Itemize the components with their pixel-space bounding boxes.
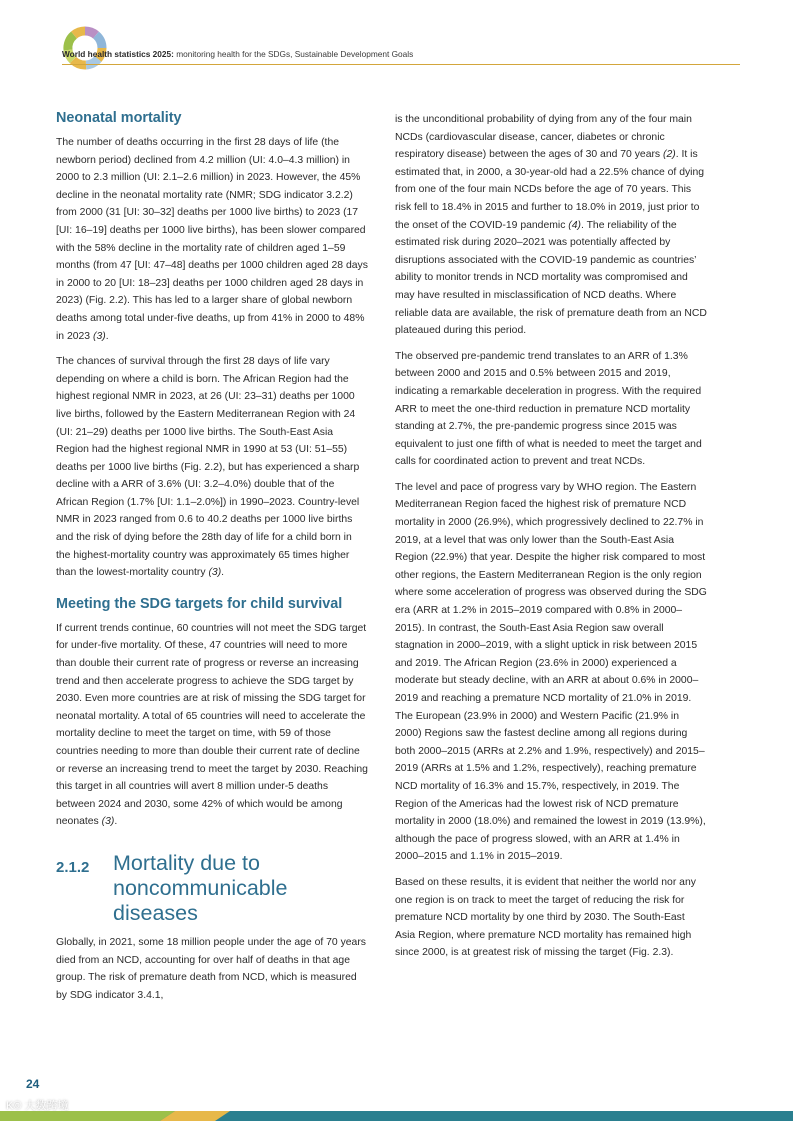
header-rule: [62, 64, 740, 65]
ncd-paragraph-3: The observed pre-pandemic trend translates to an ARR of 1.3% between 2000 and 2015 and 0.5% between 2015 and 2019, indicating a remarkable deceleration in progress. With the required ARR to meet the one-third reduction in premature NCD mortality standing at 2.7%, the pre-pandemic progress since 2015 was equivalent to just one fifth of what is needed to meet the target and calls for coordinated action to prevent and treat NCDs.: [395, 350, 702, 468]
sdg-paragraph-1: If current trends continue, 60 countries will not meet the SDG target for under-five mortality. Of these, 47 countries will need to more than double their current rate of progress or reverse an increasing trend and then accelerate progress to achieve the SDG target by 2030. Even more countries are at risk of missing the SDG target for neonatal mortality. A total of 65 countries will need to accelerate the mortality decline to meet the target on time, with 59 of those countries needing to more than double their current rate of decline or reverse an increasing trend to meet the target by 2030. Reaching this target in all countries will avert 8 million under-5 deaths between 2024 and 2030, some 42% of which would be among neonates (3).: [56, 622, 368, 828]
heading-sdg-targets: Meeting the SDG targets for child survival: [56, 595, 343, 612]
section-heading-2-1-2: [56, 851, 368, 926]
header-title-bold: World health statistics 2025:: [62, 49, 174, 59]
heading-neonatal-mortality: Neonatal mortality: [56, 110, 182, 126]
ncd-paragraph-4: The level and pace of progress vary by WHO region. The Eastern Mediterranean Region faced the highest risk of premature NCD mortality in 2000 (26.9%), which progressively declined to 22.7% in 2019, at a level that was only lower than the South-East Asia Region (22.9%) that year. Despite the higher risk compared to most other regions, the Eastern Mediterranean Region is the only region where some acceleration of progress was observed during the SDG era (ARR at 1.2% in 2015–2019 compared with 0.8% in 2000–2015). In contrast, the South-East Asia Region saw overall stagnation in 2000–2019, with a slight uptick in risk between 2015 and 2019. The African Region (23.6% in 2000) experienced a moderate but steady decline, with an ARR at about 0.6% in 2000–2019 and reaching a premature NCD mortality of 21.0% in 2019. The European (23.9% in 2000) and Western Pacific (21.9% in 2000) Regions saw the fastest decline among all regions during both 2000–2015 (ARRs at 2.2% and 1.9%, respectively) and 2015–2019 (ARRs at 1.5% and 1.2%, respectively), reaching premature NCD mortality of 16.3% and 15.7%, respectively, in 2019. The Region of the Americas had the lowest risk of NCD premature mortality in 2000 (18.0%) and remained the lowest in 2019 (13.9%), although the pace of progress slowed, with an ARR at 1.4% in 2000–2015 and 1.1% in 2015–2019.: [395, 481, 707, 863]
left-column: [56, 108, 368, 1012]
right-column: [395, 111, 707, 970]
footer-color-band: [0, 1111, 793, 1121]
section-title: Mortality due to noncommunicable diseases: [113, 850, 288, 925]
who-stats-logo-icon: [62, 18, 108, 78]
neonatal-paragraph-2: The chances of survival through the first 28 days of life vary depending on where a child is born. The African Region had the highest regional NMR in 2023, at 26 (UI: 23–31) deaths per 1000 live births, followed by the Eastern Mediterranean Region with 24 (UI: 21–29) deaths per 1000 live births. The South-East Asia Region had the highest regional NMR in 1990 at 53 (UI: 51–55) deaths per 1000 live births (Fig. 2.2), but has experienced a sharp decline with a ARR of 3.6% (UI: 3.2–4.0%) double that of the African Region (1.7% [UI: 1.1–2.0%]) in 1990–2023. Country-level NMR in 2023 ranged from 0.6 to 40.2 deaths per 1000 live births and the risk of dying before the 28th day of life for a child born in the highest-mortality country was approximately 65 times higher than the lowest-mortality country (3).: [56, 356, 360, 579]
page-number: 24: [26, 1077, 40, 1091]
header-title-rest: monitoring health for the SDGs, Sustainable Development Goals: [176, 49, 414, 59]
section-number: 2.1.2: [56, 858, 90, 876]
neonatal-paragraph-1: The number of deaths occurring in the first 28 days of life (the newborn period) declined from 4.2 million (UI: 4.0–4.3 million) in 2000 to 2.3 million (UI: 2.1–2.6 million) in 2023. However, the 45% decline in the neonatal mortality rate (NMR; SDG indicator 3.2.2) from 2000 (31 [UI: 30–32] deaths per 1000 live births) to 2023 (17 [UI: 16–19] deaths per 1000 live births), has been slower compared with the 58% decline in the mortality rate of children aged 1–59 months (from 47 [UI: 47–48] deaths per 1000 children aged 28 days in 2000 to 20 [UI: 18–23] deaths per 1000 children aged 28 days in 2023) (Fig. 2.2). This has led to a larger share of global newborn deaths among total under-five deaths, up from 41% in 2000 to 48% in 2023 (3).: [56, 137, 368, 342]
ncd-paragraph-1: Globally, in 2021, some 18 million people under the age of 70 years died from an NCD, accounting for over half of deaths in that age group. The risk of premature death from NCD, which is measured by SDG indicator 3.4.1,: [56, 936, 366, 1001]
ncd-paragraph-5: Based on these results, it is evident that neither the world nor any one region is on track to meet the target of reducing the risk for premature NCD mortality by one third by 2030. The South-East Asia Region, where premature NCD mortality has remained high since 2000, is at greatest risk of missing the target (Fig. 2.3).: [395, 876, 696, 959]
running-header: [62, 49, 413, 59]
ncd-paragraph-2: is the unconditional probability of dying from any of the four main NCDs (cardiovascular disease, cancer, diabetes or chronic respiratory disease) between the ages of 30 and 70 years (2). It is estimated that, in 2000, a 30-year-old had a 22.5% chance of dying from one of the four main NCDs before the age of 70 years. This risk fell to 18.4% in 2015 and further to 18.0% in 2019, just prior to the onset of the COVID-19 pandemic (4). The reliability of the estimated risk during 2020–2021 was potentially affected by disruptions associated with the COVID-19 pandemic as countries’ ability to monitor trends in NCD mortality was compromised and may have resulted in misclassification of NCD deaths. Where reliable data are available, the risk of premature death from an NCD plateaued during this period.: [395, 114, 707, 337]
watermark: K© 大数跨境: [6, 1100, 69, 1112]
